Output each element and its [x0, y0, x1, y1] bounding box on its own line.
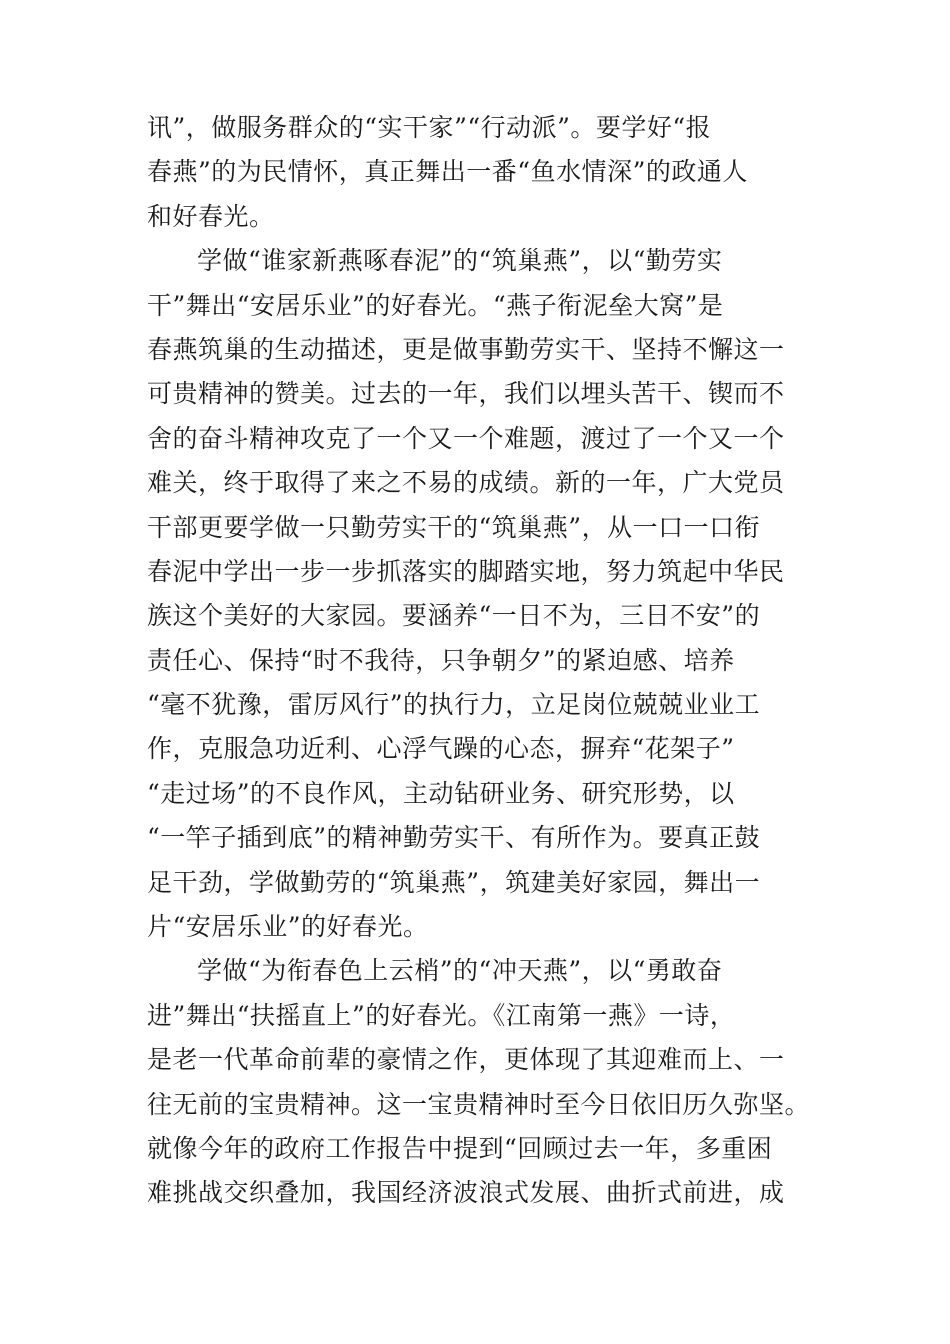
text-line: 责任心、保持“时不我待，只争朝夕”的紧迫感、培养	[147, 645, 735, 675]
text-line: 讯”，做服务群众的“实干家”“行动派”。要学好“报	[147, 113, 712, 142]
text-line: 可贵精神的赞美。过去的一年，我们以埋头苦干、锲而不	[147, 379, 785, 409]
text-line: 舍的奋斗精神攻克了一个又一个难题，渡过了一个又一个	[147, 423, 785, 453]
document-body-text	[147, 106, 811, 1216]
text-line: “毫不犹豫，雷厉风行”的执行力，立足岗位兢兢业业工	[147, 690, 761, 720]
text-line: 作，克服急功近利、心浮气躁的心态，摒弃“花架子”	[147, 734, 735, 764]
text-line: 就像今年的政府工作报告中提到“回顾过去一年，多重困	[147, 1133, 773, 1163]
text-line: 进”舞出“扶摇直上”的好春光。《江南第一燕》一诗，	[147, 1000, 736, 1030]
text-line: “一竿子插到底”的精神勤劳实干、有所作为。要真正鼓	[147, 823, 761, 853]
text-line: 春泥中学出一步一步抓落实的脚踏实地，努力筑起中华民	[147, 556, 785, 586]
text-line: 难关，终于取得了来之不易的成绩。新的一年，广大党员	[147, 468, 785, 498]
text-line: 学做“谁家新燕啄春泥”的“筑巢燕”，以“勤劳实	[197, 246, 723, 276]
text-line: 春燕筑巢的生动描述，更是做事勤劳实干、坚持不懈这一	[147, 334, 785, 364]
text-line: 春燕”的为民情怀，真正舞出一番“鱼水情深”的政通人	[147, 157, 748, 187]
text-line: 足干劲，学做勤劳的“筑巢燕”，筑建美好家园，舞出一	[147, 867, 761, 897]
text-line: 干部更要学做一只勤劳实干的“筑巢燕”，从一口一口衔	[147, 512, 761, 542]
text-line: 学做“为衔春色上云梢”的“冲天燕”，以“勇敢奋	[197, 956, 723, 986]
text-line: 往无前的宝贵精神。这一宝贵精神时至今日依旧历久弥坚。	[147, 1089, 811, 1119]
text-line: “走过场”的不良作风，主动钻研业务、研究形势，以	[147, 778, 735, 808]
text-line: 难挑战交织叠加，我国经济波浪式发展、曲折式前进，成	[147, 1178, 785, 1208]
text-line: 片“安居乐业”的好春光。	[147, 912, 429, 942]
text-line: 是老一代革命前辈的豪情之作，更体现了其迎难而上、一	[147, 1045, 785, 1075]
text-line: 族这个美好的大家园。要涵养“一日不为，三日不安”的	[147, 601, 761, 631]
text-line: 干”舞出“安居乐业”的好春光。“燕子衔泥垒大窝”是	[147, 290, 724, 320]
text-line: 和好春光。	[147, 201, 275, 231]
